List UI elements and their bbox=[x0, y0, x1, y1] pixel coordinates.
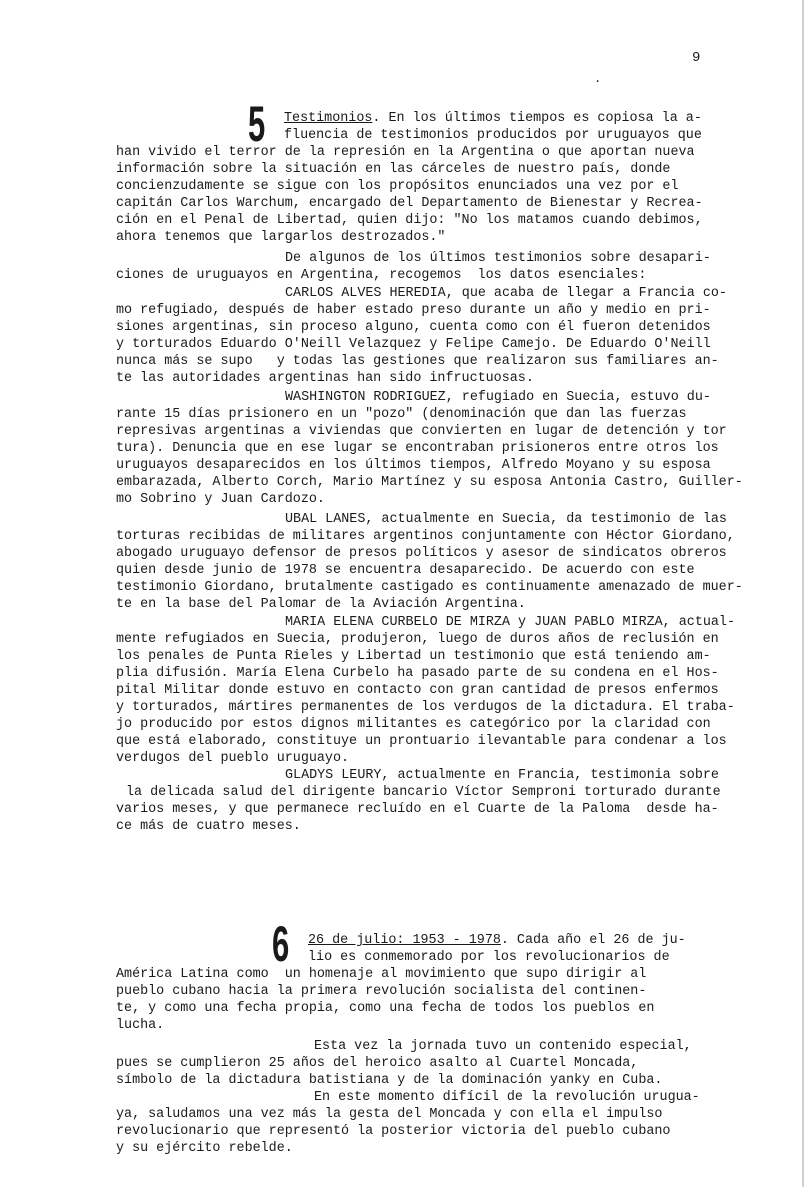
text-line: han vivido el terror de la represión en la Argentina o que aportan nueva bbox=[116, 145, 695, 160]
text-line: mente refugiados en Suecia, produjeron, luego de duros años de reclusión en bbox=[116, 632, 719, 647]
text-line: jo producido por estos dignos militantes es categórico por la claridad con bbox=[116, 717, 711, 732]
section-6-heading-line bbox=[308, 932, 686, 949]
text-line: GLADYS LEURY, actualmente en Francia, testimonia sobre bbox=[285, 768, 719, 783]
text-line: nunca más se supo y todas las gestiones que realizaron sus familiares an- bbox=[116, 354, 719, 369]
page-number: 9 bbox=[692, 50, 701, 66]
text-line: símbolo de la dictadura batistiana y de la dominación yanky en Cuba. bbox=[116, 1073, 663, 1088]
text-line: capitán Carlos Warchum, encargado del Departamento de Bienestar y Recrea- bbox=[116, 196, 703, 211]
text-line: la delicada salud del dirigente bancario Víctor Semproni torturado durante bbox=[126, 785, 721, 800]
text-line: abogado uruguayo defensor de presos políticos y asesor de sindicatos obreros bbox=[116, 546, 727, 561]
text-line: verdugos del pueblo uruguayo. bbox=[116, 751, 350, 766]
section-5-heading: Testimonios bbox=[284, 111, 373, 126]
text-line: varios meses, y que permanece recluído en el Cuarte de la Paloma desde ha- bbox=[116, 802, 719, 817]
text-line: siones argentinas, sin proceso alguno, cuenta como con él fueron detenidos bbox=[116, 320, 711, 335]
text-line: quien desde junio de 1978 se encuentra desaparecido. De acuerdo con este bbox=[116, 563, 695, 578]
text-line: mo Sobrino y Juan Cardozo. bbox=[116, 492, 325, 507]
text-line: pital Militar donde estuvo en contacto con gran cantidad de presos enfermos bbox=[116, 683, 719, 698]
stray-mark: . bbox=[594, 72, 602, 86]
text-line: tura). Denuncia que en ese lugar se encontraban prisioneros entre otros los bbox=[116, 441, 719, 456]
text-line: y torturados Eduardo O'Neill Velazquez y Felipe Camejo. De Eduardo O'Neill bbox=[116, 337, 711, 352]
text-line: testimonio Giordano, brutalmente castigado es continuamente amenazado de muer- bbox=[116, 580, 743, 595]
text-line: rante 15 días prisionero en un "pozo" (denominación que dan las fuerzas bbox=[116, 407, 687, 422]
text-line: En este momento difícil de la revolución urugua- bbox=[314, 1090, 700, 1105]
text-line: concienzudamente se sigue con los propósitos enunciados una vez por el bbox=[116, 179, 679, 194]
text-line: te, y como una fecha propia, como una fecha de todos los pueblos en bbox=[116, 1001, 655, 1016]
text-line: ce más de cuatro meses. bbox=[116, 819, 301, 834]
text-line: ción en el Penal de Libertad, quien dijo: "No los matamos cuando debimos, bbox=[116, 213, 703, 228]
text-line: . En los últimos tiempos es copiosa la a- bbox=[372, 111, 702, 126]
text-line: . Cada año el 26 de ju- bbox=[500, 933, 686, 948]
section-5-heading-line bbox=[284, 110, 702, 127]
text-line: ciones de uruguayos en Argentina, recogemos los datos esenciales: bbox=[116, 268, 647, 283]
text-line: MARIA ELENA CURBELO DE MIRZA y JUAN PABLO MIRZA, actual- bbox=[285, 615, 735, 630]
section-6-heading: 26 de julio: 1953 - 1978 bbox=[308, 933, 501, 948]
text-line: pues se cumplieron 25 años del heroico asalto al Cuartel Moncada, bbox=[116, 1056, 639, 1071]
text-line: Esta vez la jornada tuvo un contenido especial, bbox=[314, 1039, 692, 1054]
text-line: UBAL LANES, actualmente en Suecia, da testimonio de las bbox=[285, 512, 727, 527]
text-line: América Latina como un homenaje al movimiento que supo dirigir al bbox=[116, 967, 647, 982]
text-line: ya, saludamos una vez más la gesta del Moncada y con ella el impulso bbox=[116, 1107, 663, 1122]
text-line: fluencia de testimonios producidos por uruguayos que bbox=[284, 128, 702, 143]
text-line: y torturados, mártires permanentes de los verdugos de la dictadura. El traba- bbox=[116, 700, 735, 715]
text-line: te las autoridades argentinas han sido infructuosas. bbox=[116, 371, 534, 386]
text-line: uruguayos desaparecidos en los últimos tiempos, Alfredo Moyano y su esposa bbox=[116, 458, 711, 473]
section-5-number: 5 bbox=[248, 96, 266, 152]
text-line: lio es conmemorado por los revolucionarios de bbox=[308, 950, 670, 965]
text-line: De algunos de los últimos testimonios sobre desapari- bbox=[285, 251, 711, 266]
text-line: información sobre la situación en las cárceles de nuestro país, donde bbox=[116, 162, 671, 177]
text-line: ahora tenemos que largarlos destrozados." bbox=[116, 230, 446, 245]
text-line: torturas recibidas de militares argentinos conjuntamente con Héctor Giordano, bbox=[116, 529, 735, 544]
text-line: plia difusión. María Elena Curbelo ha pasado parte de su condena en el Hos- bbox=[116, 666, 719, 681]
text-line: revolucionario que representó la posterior victoria del pueblo cubano bbox=[116, 1124, 671, 1139]
text-line: embarazada, Alberto Corch, Mario Martínez y su esposa Antonia Castro, Guiller- bbox=[116, 475, 743, 490]
text-line: mo refugiado, después de haber estado preso durante un año y medio en pri- bbox=[116, 303, 711, 318]
text-line: lucha. bbox=[116, 1018, 165, 1033]
text-line: te en la base del Palomar de la Aviación Argentina. bbox=[116, 597, 526, 612]
section-6-number: 6 bbox=[272, 916, 290, 972]
text-line: y su ejército rebelde. bbox=[116, 1141, 293, 1156]
text-line: pueblo cubano hacia la primera revolución socialista del continen- bbox=[116, 984, 647, 999]
text-line: CARLOS ALVES HEREDIA, que acaba de llegar a Francia co- bbox=[285, 286, 727, 301]
text-line: WASHINGTON RODRIGUEZ, refugiado en Suecia, estuvo du- bbox=[285, 390, 711, 405]
text-line: represivas argentinas a viviendas que convierten en lugar de detención y tor bbox=[116, 424, 727, 439]
text-line: que está elaborado, constituye un prontuario ilevantable para condenar a los bbox=[116, 734, 727, 749]
text-line: los penales de Punta Rieles y Libertad un testimonio que está teniendo am- bbox=[116, 649, 711, 664]
